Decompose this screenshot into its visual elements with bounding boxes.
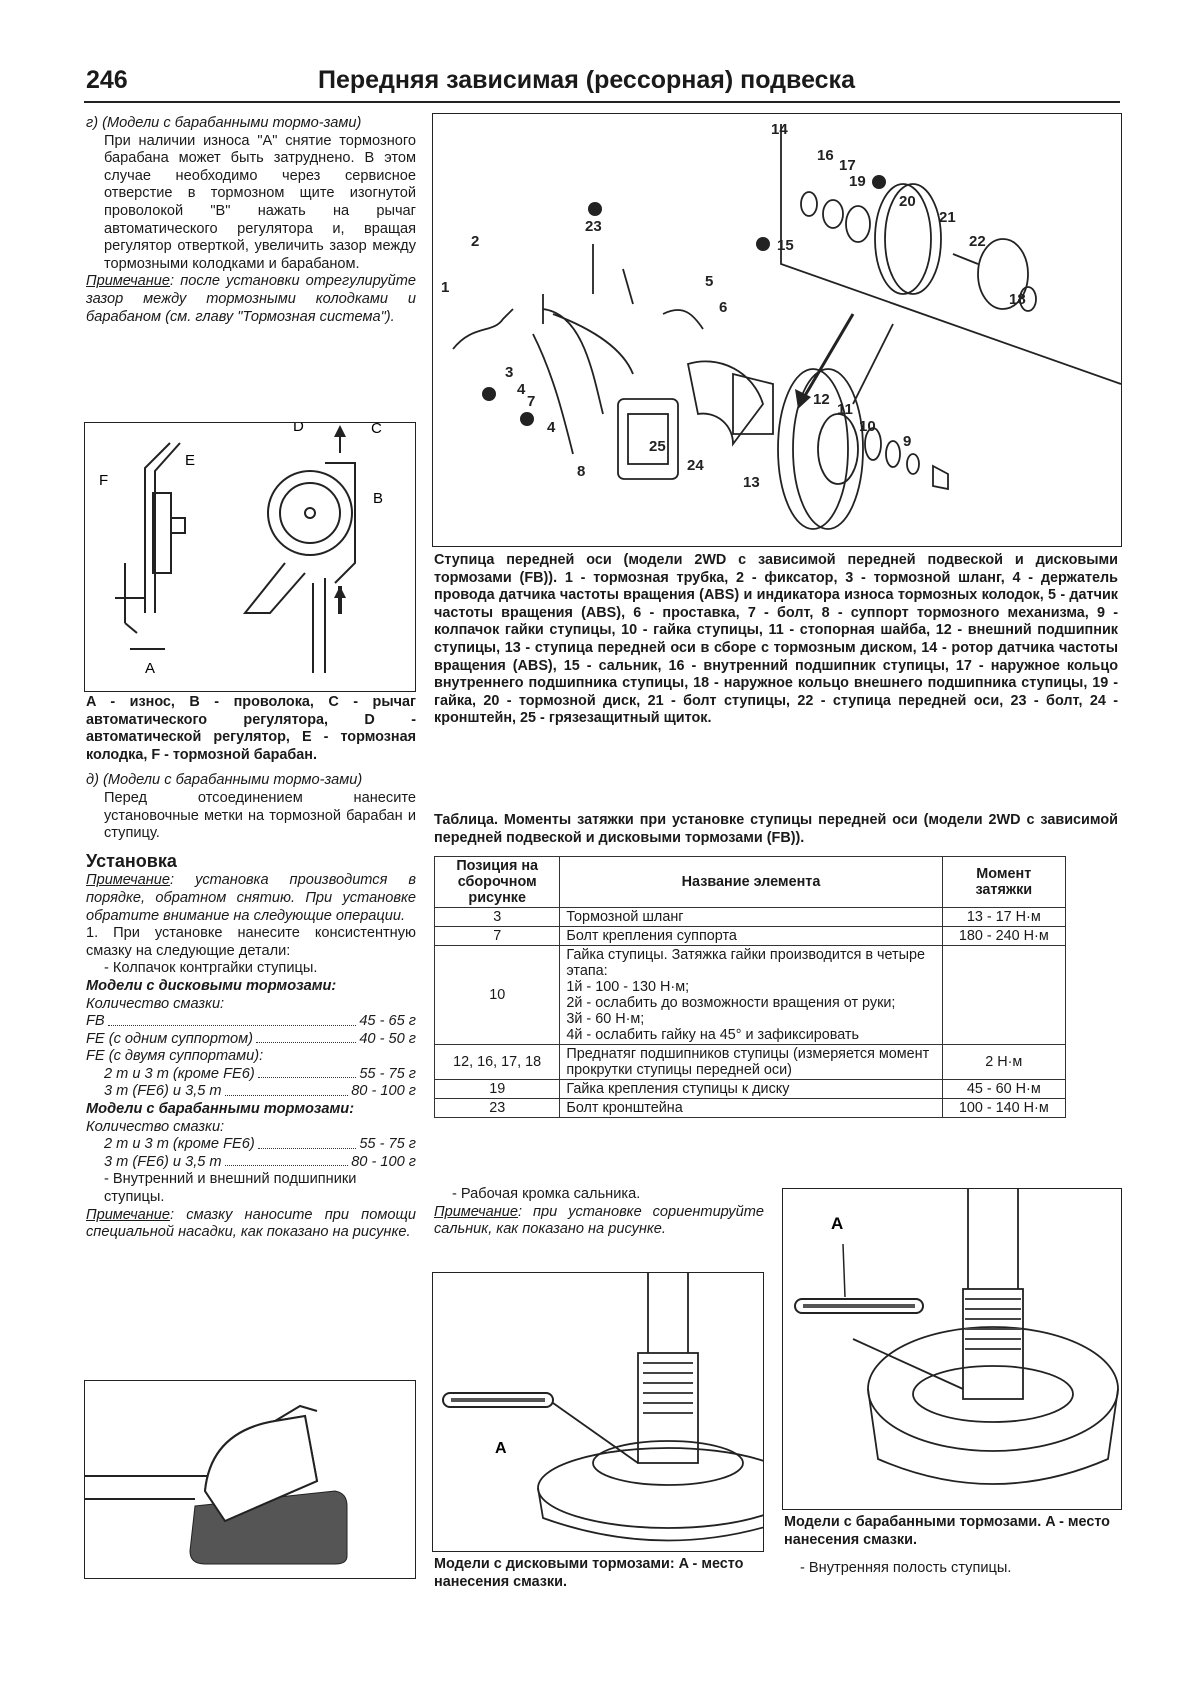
- disc-row-value: 55 - 75 г: [359, 1065, 416, 1082]
- fig-drum-letter-a: A: [831, 1214, 844, 1233]
- disc-grease-heading: Модели с дисковыми тормозами:: [86, 977, 337, 994]
- nozzle-note: [86, 1207, 416, 1242]
- cell-position: 23: [435, 1099, 560, 1118]
- header-position: Позиция на сборочном рисунке: [435, 857, 560, 908]
- disc-row-label: FE (с двумя суппортами):: [86, 1048, 264, 1065]
- drum-row-value: 80 - 100 г: [351, 1153, 416, 1170]
- note-label: Примечание: [434, 1203, 519, 1220]
- exploded-label: 4: [547, 419, 556, 436]
- fig1-letter-f: F: [99, 472, 109, 489]
- table-row: [435, 1080, 1066, 1099]
- drum-row: [86, 1136, 416, 1154]
- exploded-label: 19: [849, 173, 866, 190]
- fig-disc-caption: Модели с дисковыми тормозами: A - место нанесения смазки.: [434, 1556, 744, 1590]
- cell-element-name: Гайка крепления ступицы к диску: [560, 1080, 942, 1099]
- fig1-letter-e: E: [185, 452, 196, 469]
- cell-position: 12, 16, 17, 18: [435, 1045, 560, 1080]
- disc-row-label: 3 т (FE6) и 3,5 т: [104, 1083, 222, 1100]
- disc-row: [86, 1083, 416, 1101]
- fig1-letter-a: A: [145, 660, 156, 677]
- note-label: Примечание: [86, 872, 171, 889]
- table-row: [435, 946, 1066, 1045]
- disc-row-label: FB: [86, 1013, 105, 1030]
- bearings-item: - Внутренний и внешний подшипники ступицы.: [104, 1171, 357, 1206]
- page-title: Передняя зависимая (рессорная) подвеска: [318, 66, 855, 94]
- header-element-name: Название элемента: [560, 857, 942, 908]
- exploded-view-drawing: [433, 114, 1121, 546]
- exploded-label: 9: [903, 433, 912, 450]
- exploded-label: 25: [649, 438, 666, 455]
- page-number: 246: [86, 66, 128, 94]
- torque-table-header: [435, 857, 1066, 908]
- exploded-label: 7: [527, 393, 536, 410]
- drum-row-value: 55 - 75 г: [359, 1136, 416, 1153]
- exploded-label: 5: [705, 273, 714, 290]
- disc-row-label: FE (с одним суппортом): [86, 1030, 254, 1047]
- cell-element-name: Преднатяг подшипников ступицы (измеряется момент прокрутки ступицы передней оси): [560, 1045, 942, 1080]
- section-g-label: г) (Модели с барабанными тормо-зами): [86, 115, 362, 131]
- right-lower-text: [434, 1186, 764, 1239]
- disc-hub-drawing: [433, 1273, 763, 1551]
- drum-grease-heading: Модели с барабанными тормозами:: [86, 1101, 355, 1118]
- drum-row-label: 2 т и 3 т (кроме FE6): [104, 1136, 255, 1153]
- disc-row: [86, 1013, 416, 1031]
- note-label: Примечание: [86, 1206, 171, 1223]
- cavity-item: - Внутренняя полость ступицы.: [800, 1560, 1012, 1576]
- exploded-label: 24: [687, 457, 704, 474]
- fig-drum-caption: Модели с барабанными тормозами. A - место нанесения смазки.: [784, 1514, 1110, 1548]
- cell-element-name: Болт кронштейна: [560, 1099, 942, 1118]
- figure-drum-hub-grease: [782, 1188, 1122, 1510]
- note-text: : после установки отрегулируйте зазор между тормозными колодками и барабаном (см. главу "Тормозная система").: [86, 273, 416, 325]
- exploded-label: 4: [517, 381, 526, 398]
- exploded-label: 2: [471, 233, 480, 250]
- left-top-text: [86, 115, 416, 326]
- cell-torque: 180 - 240 Н·м: [942, 927, 1065, 946]
- grease-nozzle-drawing: [85, 1381, 415, 1578]
- drum-qty-label: Количество смазки:: [86, 1118, 225, 1135]
- header-torque: Момент затяжки: [942, 857, 1065, 908]
- seal-item: - Рабочая кромка сальника.: [452, 1186, 641, 1202]
- install-step-1-item: - Колпачок контргайки ступицы.: [104, 960, 318, 977]
- exploded-label: 10: [859, 418, 876, 435]
- exploded-label: 14: [771, 121, 788, 138]
- section-d-text: Перед отсоединением нанесите установочные метки на тормозной барабан и ступицу.: [104, 789, 416, 842]
- install-heading: Установка: [86, 850, 177, 871]
- cell-torque: 2 Н·м: [942, 1045, 1065, 1080]
- exploded-label: 12: [813, 391, 830, 408]
- figure-hub-exploded-view: [432, 113, 1122, 547]
- note-text: : при установке сориентируйте сальник, как показано на рисунке.: [434, 1203, 764, 1238]
- exploded-label: 13: [743, 474, 760, 491]
- drum-adjuster-drawing: [85, 423, 415, 691]
- drum-row: [86, 1154, 416, 1172]
- drum-hub-drawing: [783, 1189, 1121, 1509]
- exploded-label: 1: [441, 279, 450, 296]
- disc-row: [86, 1048, 416, 1066]
- cell-position: 3: [435, 908, 560, 927]
- note-after-install: [86, 273, 416, 326]
- header-divider: [84, 101, 1120, 103]
- cell-element-name: Гайка ступицы. Затяжка гайки производится в четыре этапа: 1й - 100 - 130 Н·м; 2й - ослабить до возможности вращения от руки; 3й - 60 Н·м; 4й - ослабить гайку на 45° и зафиксировать: [560, 946, 942, 1045]
- disc-qty-label: Количество смазки:: [86, 995, 225, 1012]
- disc-row-label: 2 т и 3 т (кроме FE6): [104, 1065, 255, 1082]
- exploded-label: 6: [719, 299, 728, 316]
- disc-row: [86, 1031, 416, 1049]
- note-label: Примечание: [86, 273, 171, 290]
- exploded-label: 8: [577, 463, 586, 480]
- exploded-view-caption: Ступица передней оси (модели 2WD с зависимой передней подвеской и дисковыми тормозами (FB)). 1 - тормозная трубка, 2 - фиксатор, 3 - тормозной шланг, 4 - держатель провода датчика частоты вращения (ABS) и индикатора износа тормозных колодок, 5 - датчик частоты вращения (ABS), 6 - проставка, 7 - болт, 8 - суппорт тормозного механизма, 9 - колпачок гайки ступицы, 10 - гайка ступицы, 11 - стопорная шайба, 12 - внешний подшипник ступицы, 13 - ступица передней оси в сборе с тормозным диском, 14 - ротор датчика частоты вращения (ABS), 15 - сальник, 16 - внутренний подшипник ступицы, 17 - наружное кольцо внутреннего подшипника ступицы, 18 - наружное кольцо внешнего подшипника ступицы, 19 - гайка, 20 - тормозной диск, 21 - болт ступицы, 22 - ступица передней оси, 23 - болт, 24 - кронштейн, 25 - грязезащитный щиток.: [434, 552, 1118, 727]
- cell-position: 19: [435, 1080, 560, 1099]
- figure-disc-hub-grease: [432, 1272, 764, 1552]
- exploded-label: 11: [837, 401, 853, 418]
- disc-row-value: 40 - 50 г: [359, 1030, 416, 1047]
- install-note: [86, 872, 416, 925]
- note-text: : установка производится в порядке, обратном снятию. При установке обратите внимание на следующие операции.: [86, 872, 416, 924]
- disc-row-value: 45 - 65 г: [359, 1013, 416, 1030]
- section-d-label: д) (Модели с барабанными тормо-зами): [86, 772, 363, 789]
- torque-table: [434, 856, 1066, 1118]
- cell-torque: 45 - 60 Н·м: [942, 1080, 1065, 1099]
- disc-row-value: 80 - 100 г: [351, 1083, 416, 1100]
- cell-position: 10: [435, 946, 560, 1045]
- exploded-label: 18: [1009, 291, 1026, 308]
- fig1-letter-b: B: [373, 490, 384, 507]
- exploded-label: 22: [969, 233, 986, 250]
- section-g-text: При наличии износа "A" снятие тормозного барабана может быть затруднено. В этом случае необходимо через сервисное отверстие в тормозном щите изогнутой проволокой "B" нажать на рычаг автоматического регулятора и, вращая регулятор отверткой, увеличить зазор между тормозными колодками и барабаном.: [104, 132, 416, 272]
- seal-note: [434, 1204, 764, 1239]
- figure-drum-adjuster: [84, 422, 416, 692]
- exploded-label: 21: [939, 209, 956, 226]
- fig-disc-letter-a: A: [495, 1440, 507, 1457]
- exploded-label: 16: [817, 147, 834, 164]
- table-row: [435, 1045, 1066, 1080]
- left-lower-text: [86, 694, 416, 1242]
- cell-element-name: Тормозной шланг: [560, 908, 942, 927]
- table-row: [435, 1099, 1066, 1118]
- exploded-label: 23: [585, 218, 602, 235]
- disc-grease-list: [86, 1013, 416, 1101]
- drum-grease-list: [86, 1136, 416, 1171]
- exploded-label: 15: [777, 237, 794, 254]
- fig1-caption: A - износ, B - проволока, C - рычаг автоматического регулятора, D - автоматической регулятор, E - тормозная колодка, F - тормозной барабан.: [86, 694, 416, 763]
- table-row: [435, 908, 1066, 927]
- torque-table-wrap: [434, 856, 1066, 1118]
- disc-row: [86, 1066, 416, 1084]
- drum-row-label: 3 т (FE6) и 3,5 т: [104, 1153, 222, 1170]
- fig1-letter-c: C: [371, 423, 382, 437]
- cell-torque: [942, 946, 1065, 1045]
- exploded-label: 3: [505, 364, 514, 381]
- install-step-1: 1. При установке нанесите консистентную смазку на следующие детали:: [86, 925, 416, 959]
- cell-torque: 13 - 17 Н·м: [942, 908, 1065, 927]
- cell-position: 7: [435, 927, 560, 946]
- exploded-label: 17: [839, 157, 856, 174]
- table-row: [435, 927, 1066, 946]
- exploded-label: 20: [899, 193, 916, 210]
- note-text: : смазку наносите при помощи специальной насадки, как показано на рисунке.: [86, 1206, 416, 1241]
- torque-table-title: Таблица. Моменты затяжки при установке ступицы передней оси (модели 2WD с зависимой передней подвеской и дисковыми тормозами (FB)).: [434, 812, 1118, 846]
- figure-grease-nozzle: [84, 1380, 416, 1579]
- fig1-letter-d: D: [293, 423, 304, 435]
- cell-element-name: Болт крепления суппорта: [560, 927, 942, 946]
- cell-torque: 100 - 140 Н·м: [942, 1099, 1065, 1118]
